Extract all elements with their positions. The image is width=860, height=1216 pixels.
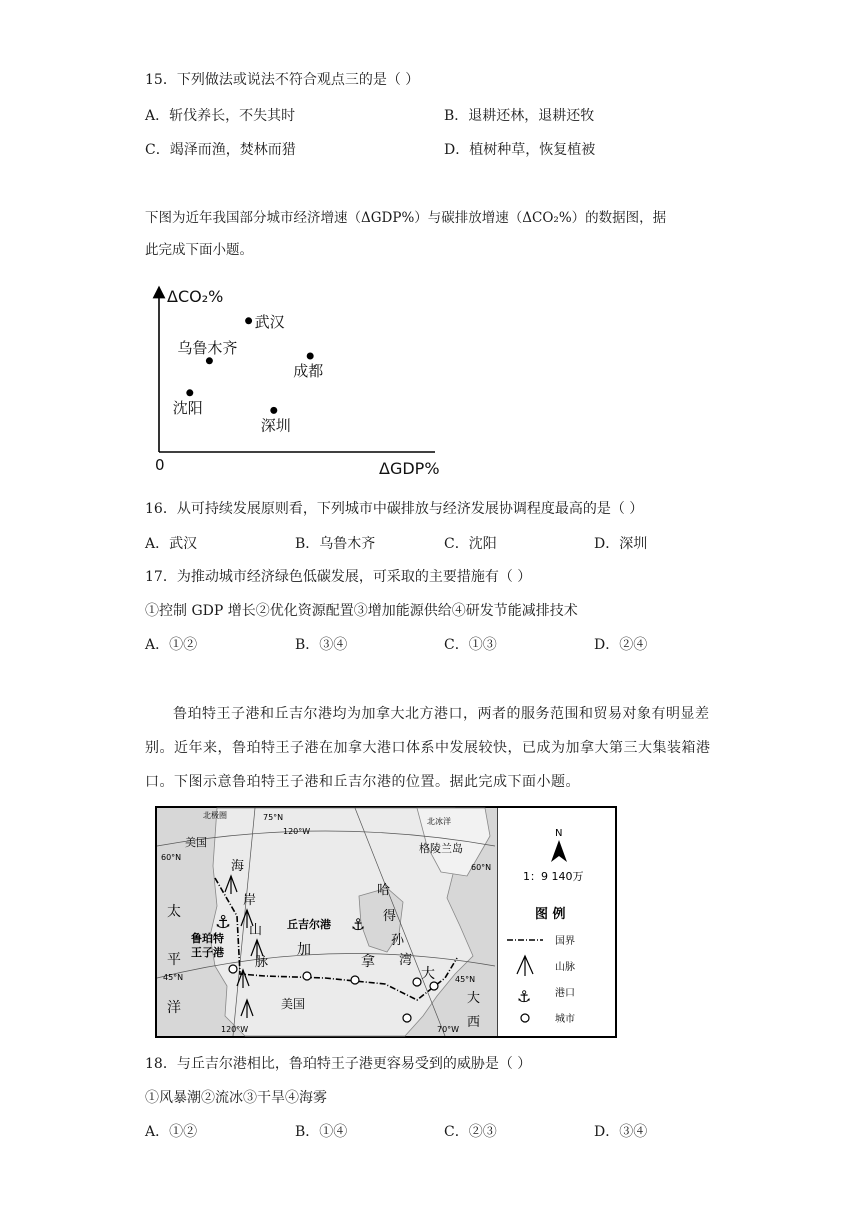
label-pacific-2: 平 — [167, 952, 181, 968]
label-coast-mtn-1: 海 — [231, 859, 245, 874]
q18-stem: 18．与丘吉尔港相比，鲁珀特王子港更容易受到的威胁是（ ） — [145, 1056, 532, 1072]
label-churchill: 丘吉尔港 — [287, 918, 331, 931]
legend-border-label: 国界 — [555, 936, 575, 947]
label-lat60e: 60°N — [471, 863, 492, 872]
label-coast-mtn-2: 岸 — [243, 893, 257, 908]
scatter-point-label-0: 武汉 — [254, 312, 285, 331]
q16-option-d: D．深圳 — [594, 536, 648, 552]
intro2-paragraph: 鲁珀特王子港和丘吉尔港均为加拿大北方港口，两者的服务范围和贸易对象有明显差别。近年来，鲁珀特王子港在加拿大港口体系中发展较快，已成为加拿大第三大集装箱港口。下图示意鲁珀特王子港和丘吉尔港的位置。据此完成下面小题。 — [145, 706, 711, 790]
q18-option-b: B．①④ — [295, 1124, 348, 1140]
label-us-top: 美国 — [185, 836, 207, 849]
scatter-point-0 — [245, 317, 252, 324]
intro1-line2: 此完成下面小题。 — [145, 242, 253, 258]
legend-city-icon — [521, 1014, 529, 1022]
q18-sub: ①风暴潮②流冰③干旱④海雾 — [145, 1090, 327, 1106]
label-coast-mtn-3: 山 — [249, 923, 263, 938]
label-hudson-1: 哈 — [377, 883, 391, 898]
legend-city-label: 城市 — [555, 1014, 575, 1025]
north-label: N — [555, 828, 563, 839]
q16-stem: 16．从可持续发展原则看，下列城市中碳排放与经济发展协调程度最高的是（ ） — [145, 501, 644, 517]
rupert-anchor-icon: ⚓ — [215, 912, 232, 933]
label-atlantic-1: 大 — [467, 991, 481, 1006]
q15-option-d: D．植树种草，恢复植被 — [444, 142, 596, 158]
scatter-chart — [145, 282, 455, 482]
label-pacific-1: 太 — [167, 904, 181, 920]
label-rupert-1: 鲁珀特 — [191, 932, 224, 945]
intro1-line1: 下图为近年我国部分城市经济增速（ΔGDP%）与碳排放增速（ΔCO₂%）的数据图，据 — [145, 210, 667, 226]
label-greenland: 格陵兰岛 — [419, 842, 463, 855]
origin-label: 0 — [155, 456, 165, 474]
scatter-point-label-3: 沈阳 — [172, 398, 203, 417]
q15-stem: 15．下列做法或说法不符合观点三的是（ ） — [145, 72, 420, 88]
label-arctic-circle: 北极圈 — [203, 811, 227, 820]
label-lon120: 120°W — [283, 827, 311, 836]
legend-mountain-label: 山脉 — [555, 962, 575, 973]
q17-stem: 17．为推动城市经济绿色低碳发展，可采取的主要措施有（ ） — [145, 569, 532, 585]
label-arctic-ocean: 北冰洋 — [427, 817, 451, 826]
label-canada-3: 大 — [421, 966, 435, 982]
label-canada-1: 加 — [297, 942, 311, 958]
q17-option-b: B．③④ — [295, 637, 348, 653]
legend-port-label: 港口 — [555, 988, 575, 999]
q18-option-d: D．③④ — [594, 1124, 648, 1140]
scatter-point-label-4: 深圳 — [260, 416, 291, 435]
scatter-point-4 — [270, 407, 277, 414]
q17-sub: ①控制 GDP 增长②优化资源配置③增加能源供给④研发节能减排技术 — [145, 603, 578, 619]
label-canada-2: 拿 — [361, 954, 375, 970]
legend-title: 图 例 — [535, 907, 566, 922]
q15-option-b: B．退耕还林，退耕还牧 — [444, 108, 595, 124]
label-hudson-4: 湾 — [399, 953, 413, 968]
label-hudson-3: 孙 — [391, 933, 405, 948]
label-lat45w: 45°N — [163, 973, 184, 982]
label-lon70: 70°W — [437, 1025, 460, 1034]
canada-port-map — [155, 806, 617, 1038]
label-pacific-3: 洋 — [167, 1000, 181, 1016]
scatter-point-2 — [307, 353, 314, 360]
q18-option-c: C．②③ — [444, 1124, 497, 1140]
q15-option-c: C．竭泽而渔，焚林而猎 — [145, 142, 296, 158]
y-axis-label: ΔCO₂% — [167, 287, 224, 306]
label-hudson-2: 得 — [383, 909, 397, 924]
q17-option-d: D．②④ — [594, 637, 648, 653]
x-axis-label: ΔGDP% — [379, 459, 440, 478]
q16-option-b: B．乌鲁木齐 — [295, 536, 376, 552]
q17-option-c: C．①③ — [444, 637, 497, 653]
q15-option-a: A．斩伐养长，不失其时 — [145, 108, 296, 124]
q18-option-a: A．①② — [145, 1124, 198, 1140]
label-lat60w: 60°N — [161, 853, 182, 862]
label-lon75: 75°N — [263, 813, 284, 822]
scatter-point-3 — [186, 389, 193, 396]
q16-option-c: C．沈阳 — [444, 536, 497, 552]
label-rupert-2: 王子港 — [191, 946, 224, 959]
label-atlantic-2: 西 — [467, 1015, 481, 1030]
scatter-point-1 — [206, 357, 213, 364]
q16-option-a: A．武汉 — [145, 536, 198, 552]
label-us-bottom: 美国 — [281, 997, 306, 1011]
churchill-anchor-icon: ⚓ — [351, 915, 366, 934]
label-coast-mtn-4: 脉 — [255, 955, 269, 970]
q17-option-a: A．①② — [145, 637, 198, 653]
map-scale: 1：9 140万 — [523, 870, 584, 883]
label-lon120b: 120°W — [221, 1025, 249, 1034]
scatter-point-label-1: 乌鲁木齐 — [177, 338, 238, 357]
scatter-point-label-2: 成都 — [293, 362, 324, 380]
legend-port-icon: ⚓ — [517, 987, 532, 1006]
label-lat45e: 45°N — [455, 975, 476, 984]
